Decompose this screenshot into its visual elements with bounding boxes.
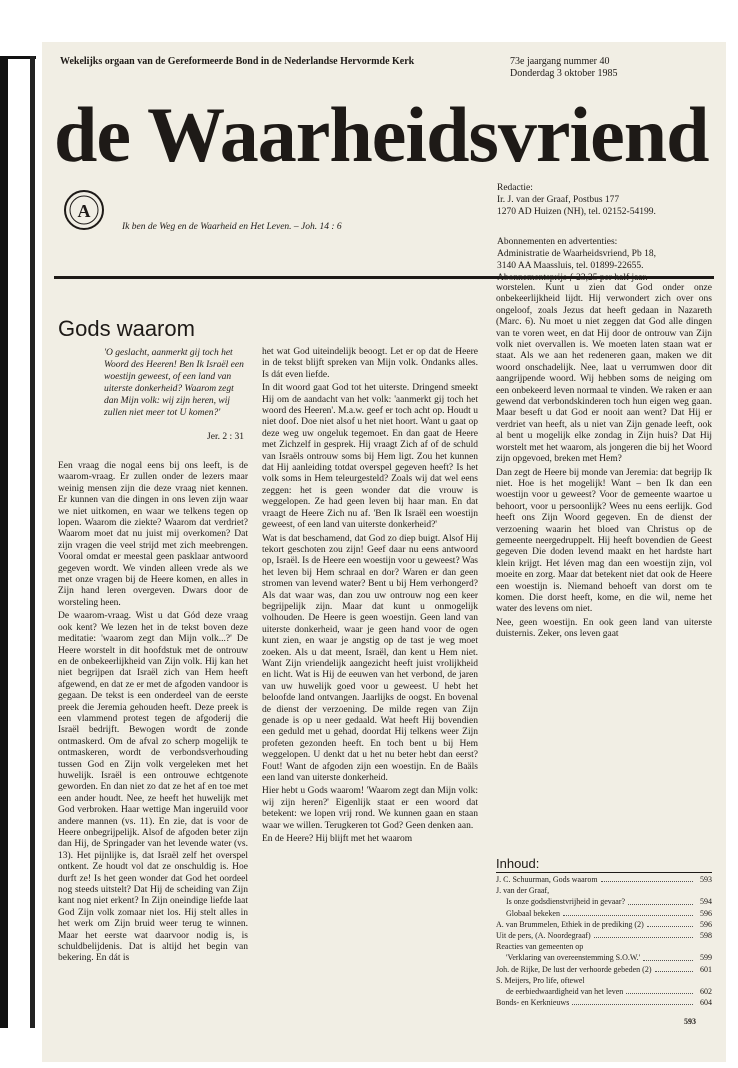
abonnementen-line: Abonnementen en advertenties: <box>497 237 618 247</box>
contents-item-label: 'Verklaring van overeenstemming S.O.W.' <box>506 953 641 963</box>
motto: Ik ben de Weg en de Waarheid en Het Leven. – Joh. 14 : 6 <box>122 222 342 232</box>
abonnementen-line: Administratie de Waarheidsvriend, Pb 18, <box>497 249 656 259</box>
contents-item-label: Reacties van gemeenten op <box>496 942 584 952</box>
paragraph: Wat is dat beschamend, dat God zo diep buigt. Alsof Hij tekort geschoten zou zijn! Geef daar nu eens antwoord op, Israël. Is de Heere een woestijn voor u geweest? Was het leven bij Hem schraal en dor? Waren er dan geen stromen van levend water? Bent u bij Hem verhongerd? Als dat waar was, dan zou uw ontrouw nog een keer begrijpelijk zijn. Maar dat kunt u onmogelijk volhouden. De Heere is geen woestijn. Geen land van uiterste donkerheid, waar je geen hand voor de ogen kunt zien, en waar je angstig op de tast je weg moet zoeken. Als u dat meent, Israël, dan kent u Hem niet. Want Zijn vriendelijk aangezicht heeft juist vrolijkheid en licht. Wat is Hij de eeuwen van het verbond, de jaren van uw huwelijk goed voor u geweest. U hebt het beloofde land ontvangen. Jaarlijks de oogst. En bovenal de dienst der verzoening. De milde regen van Zijn genade is op u neer gedaald. Wat heeft Hij bovendien een geduld met u gehad, doordat Hij telkens weer Zijn profeten gezonden heeft. En toch bent u bij Hem weggelopen. U denkt dat u het nu beter hebt dan eerst? Fout! Want de afgoden zijn een woestijn. En de Baäls een land van uiterste donkerheid. <box>262 533 478 784</box>
contents-item-label: Uit de pers, (A. Noordegraaf) <box>496 931 591 941</box>
redactie-block <box>497 182 712 218</box>
contents-item <box>496 885 712 896</box>
contents-item <box>496 908 712 919</box>
contents-leader <box>647 919 693 927</box>
contents-item <box>496 964 712 975</box>
logo-letter: A <box>77 201 91 221</box>
paragraph: En de Heere? Hij blijft met het waarom <box>262 834 413 845</box>
redactie-line: Ir. J. van der Graaf, Postbus 177 <box>497 195 620 205</box>
contents-item-page: 602 <box>700 987 712 997</box>
contents-leader <box>594 930 693 938</box>
tagline: Wekelijks orgaan van de Gereformeerde Bond in de Nederlandse Hervormde Kerk <box>60 56 415 67</box>
contents-leader <box>628 896 693 904</box>
table-of-contents <box>496 874 712 1008</box>
contents-item <box>496 986 712 997</box>
abonnementen-line: 3140 AA Maassluis, tel. 01899-22655. <box>497 261 644 271</box>
contents-item-page: 598 <box>700 931 712 941</box>
paragraph: worstelen. Kunt u zien dat God onder onze onbekeerlijkheid lijdt. Hij verwondert zich over ons ongeloof, zoals Jezus dat heeft gedaan in Nazareth (Marc. 6). Nu moet u niet zeggen dat God alle dingen van te voren weet, en dat Hij door de ontrouw van Zijn volk niet overvallen is. We moeten laten staan wat er staat. Als we aan het redeneren gaan, maken we dit woord onschadelijk. Nee, laat u verrumwen door dit aangrijpende woord. Wij hebben soms de neiging om een onbekeerd leven normaal te vinden. We raken er aan gewend dat verbondskinderen toch hun eigen weg gaan. Maar beseft u dat God er nooit aan went? Dat Hij er verdriet van heeft, als u niet van Zijn genade leeft, ook al bent u mogelijk elke zondag in Zijn huis? Dat Hij worstelt met het waarom, als jongeren die bij het Woord zijn opgevoed, breken met Hem? <box>496 283 712 465</box>
article-title: Gods waarom <box>58 316 195 341</box>
contents-item-label: Joh. de Rijke, De lust der verhoorde gebeden (2) <box>496 964 652 974</box>
redactie-line: Redactie: <box>497 183 533 193</box>
paragraph: Nee, geen woestijn. En ook geen land van uiterste duisternis. Zeker, ons leven gaat <box>496 617 712 640</box>
contents-item <box>496 930 712 941</box>
article-column-2 <box>262 347 478 845</box>
paragraph: Een vraag die nogal eens bij ons leeft, is de waarom-vraag. Er zullen onder de lezers maar weinig mensen zijn die deze vraag niet kennen. Er kunnen van die dingen in ons leven zijn waar we niet uitkomen, en waar we telkens tegen op lopen. Waarom die ziekte? Waarom dat verdriet? Waarom moet dat nu juist mij overkomen? Dat zijn vragen die veel strijd met zich meebrengen. Vooral omdat er meestal geen pasklaar antwoord gegeven wordt. We vinden alleen vrede als we met onze vragen bij de Heere komen, en alles in Zijn hand leren overgeven. Dwars door de worsteling heen. <box>58 461 248 608</box>
contents-item-label: de eerbiedwaardigheid van het leven <box>506 987 624 997</box>
logo-emblem <box>62 188 106 232</box>
contents-item <box>496 941 712 952</box>
contents-item <box>496 997 712 1008</box>
paragraph: Hier hebt u Gods waarom! 'Waarom zegt dan Mijn volk: wij zijn heren?' Eigenlijk staat er een woord dat betekent: we lopen vrij rond. We kunnen gaan en staan waar we willen. Terugkeren tot God? Geen denken aan. <box>262 786 478 831</box>
contents-item <box>496 952 712 963</box>
article-column-1 <box>58 461 248 965</box>
binding-edge <box>0 56 8 1028</box>
contents-leader <box>643 952 693 960</box>
contents-item-page: 596 <box>700 919 712 929</box>
contents-item-label: Bonds- en Kerknieuws <box>496 998 570 1008</box>
issue-volume: 73e jaargang nummer 40 <box>510 56 610 67</box>
contents-item <box>496 874 712 885</box>
contents-divider <box>496 872 712 873</box>
contents-item-label: Globaal bekeken <box>506 908 560 918</box>
contents-item-page: 593 <box>700 875 712 884</box>
article-quote: 'O geslacht, aanmerkt gij toch het Woord des Heeren! Ben Ik Israël een woestijn geweest, of een land van uiterste donkerheid? Waarom zegt dan Mijn volk: wij zijn heren, wij zullen niet meer tot U komen?' <box>104 348 244 418</box>
paragraph: De waarom-vraag. Wist u dat Gód deze vraag ook kent? We lezen het in de tekst boven deze meditatie: 'waarom zegt dan Mijn volk...?' De Heere worstelt in dit hoofdstuk met de ontrouw en de onbekeerlijkheid van Zijn volk. Hij kan het niet begrijpen dat Israël zich van Hem heeft afgewend, en dat ze er met de afgoden vandoor is gegaan. De tekst is een onderdeel van de eerste preek die Jeremia gehouden heeft. Deze preek is een vlammend protest tegen de afgoderij die Israël bedrijft. Bewogen wordt de zonde ontmaskerd. Om de afval zo scherp mogelijk te ontmaskeren, wordt de verbondsverhouding tussen God en Zijn volk vergeleken met het huwelijk. Israël is een ontrouwe echtgenote geworden. En dan niet zo dat ze het af en toe met een ander houdt. Nee, ze heeft het huwelijk met God verbroken. Haar wettige Man ingeruild voor andere mannen (vs. 11). En zie, dat is voor de Heere onbegrijpelijk. Alsof de afgoden beter zijn dan Hij, de Springader van het levende water (vs. 13). Het pijnlijke is, dat Israël zelf het overspel ontkent. Ze houdt vol dat ze onschuldig is. Hoe durft ze! Is het geen wonder dat God het oordeel nog steeds uitstelt? Dat Hij de scheiding van Zijn kant nog niet erkent? In Zijn oneindige liefde laat God Zijn volk zomaar niet los. Hij stelt alles in het werk om Zijn bruid weer terug te winnen. Maar het eerste wat daarvoor nodig is, is schuldbelijdenis. Dat is altijd het begin van bekering. En dát is <box>58 611 248 964</box>
contents-item-page: 594 <box>700 897 712 907</box>
contents-leader <box>563 908 693 916</box>
issue-date: Donderdag 3 oktober 1985 <box>510 68 618 79</box>
contents-item-page: 604 <box>700 998 712 1008</box>
contents-leader <box>655 964 693 972</box>
masthead-title: de Waarheidsvriend <box>54 91 709 178</box>
quote-reference: Jer. 2 : 31 <box>207 432 244 442</box>
contents-item <box>496 919 712 930</box>
paragraph: het wat God uiteindelijk beoogt. Let er op dat de Heere in de tekst blijft spreken van Mijn volk. Ondanks alles. Is dát even liefde. <box>262 347 478 380</box>
contents-leader <box>601 874 693 882</box>
contents-item-label: Is onze godsdienstvrijheid in gevaar? <box>506 897 626 907</box>
contents-leader <box>572 997 693 1005</box>
binding-edge-inner <box>30 56 35 1028</box>
paragraph: Dan zegt de Heere bij monde van Jeremia: dat begrijp Ik niet. Hoe is het mogelijk! Want – ben Ik dan een woestijn voor u geweest? Voor de gemeente waartoe u behoort, voor u persoonlijk? Wees nu eens eerlijk. God heeft ons Zijn Woord gegeven. En de dienst der verzoening waarin het bloed van Christus op de gemeente neergedruppelt. Hij heeft bovendien de Geest gegeven Die doden levend maakt en het hardste hart klein krijgt. Het léven mag dan een woestijn zijn, vol moeite en zorg. Maar dat betekent niet dat ook de Heere een woestijn is. Niemand behoeft van dorst om te komen. Die dorst heeft, kome, en die wil, neme het water des levens om niet. <box>496 467 712 615</box>
contents-item-label: J. C. Schuurman, Gods waarom <box>496 875 598 884</box>
contents-item-page: 601 <box>700 964 712 974</box>
contents-leader <box>626 986 693 994</box>
contents-item-page: 596 <box>700 908 712 918</box>
contents-item-page: 599 <box>700 953 712 963</box>
page-number: 593 <box>684 1017 696 1026</box>
contents-item-label: J. van der Graaf, <box>496 886 550 896</box>
contents-item <box>496 975 712 986</box>
paragraph: In dit woord gaat God tot het uiterste. Dringend smeekt Hij om de aandacht van het volk: 'aanmerkt gij toch het woord des Heeren'. M.a.w. geef er toch acht op. Houdt u niet doof. Doe niet alsof u het niet hoort. Want u gaat op deze weg uw ongeluk tegemoet. En dan gaat de Heere met Zichzelf in gesprek. Hij vraagt Zich af of de schuld van Israëls ontrouw soms bij Hem ligt. Zou het kunnen dat Hij aanleiding totdat overspel gegeven heeft? Is het volk soms in Hem teleurgesteld? Zoals wij dat wel eens zeggen: het is geen wonder dat die vrouw is weggelopen. Ze had geen leven bij haar man. En dat vraagt de Heere Zich nu af. 'Ben Ik Israël een woestijn geweest, of een land van uiterste donkerheid?' <box>262 383 478 531</box>
contents-item <box>496 896 712 907</box>
article-column-3 <box>496 283 712 641</box>
issue-info <box>510 56 617 80</box>
redactie-line: 1270 AD Huizen (NH), tel. 02152-54199. <box>497 207 656 217</box>
contents-item-label: A. van Brummelen, Ethiek in de prediking (2) <box>496 919 644 929</box>
header-divider <box>54 276 714 279</box>
contents-item-label: S. Meijers, Pro life, oftewel <box>496 975 585 985</box>
contents-title: Inhoud: <box>496 856 540 871</box>
